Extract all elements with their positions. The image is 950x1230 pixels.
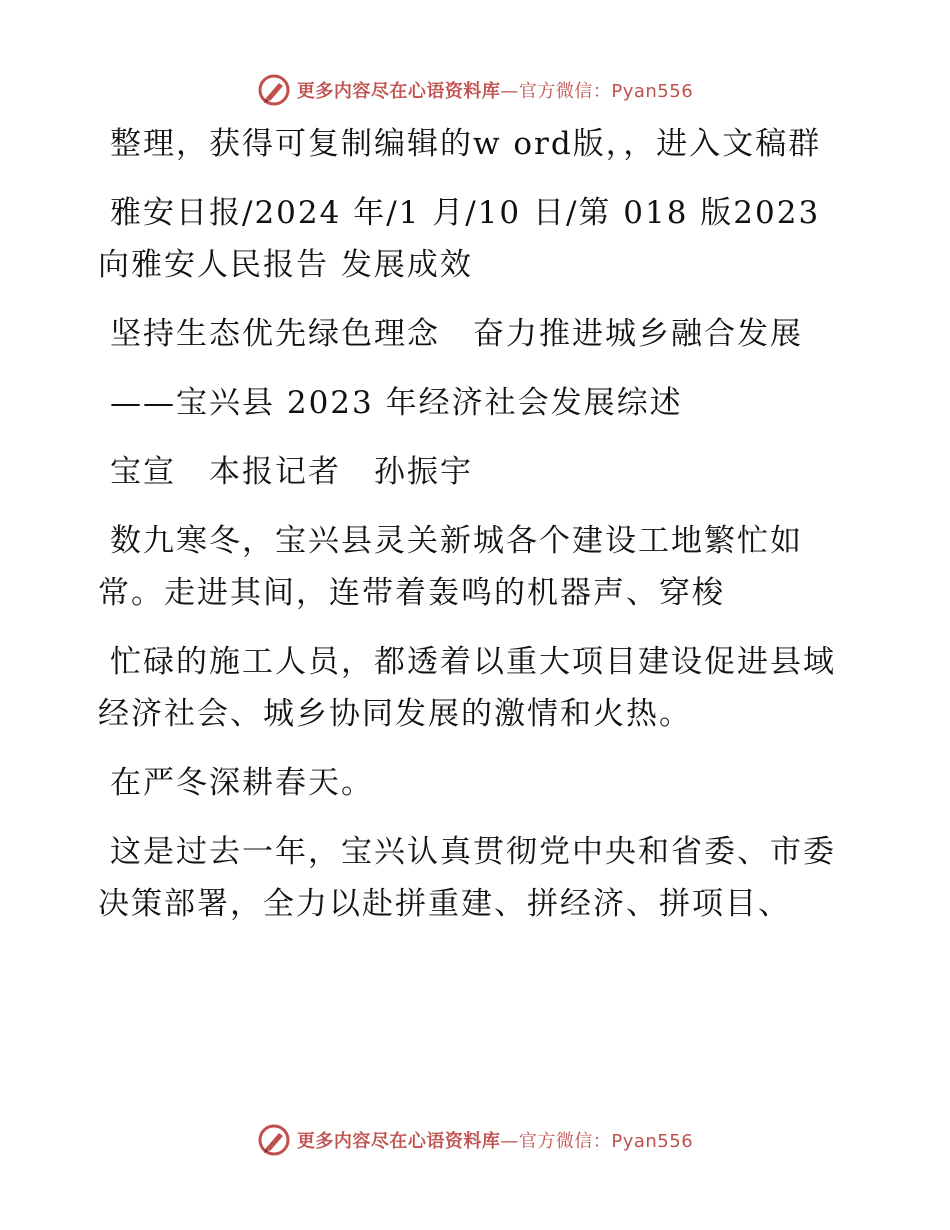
pen-logo-icon: [257, 1123, 291, 1157]
paragraph-1: 整理，获得可复制编辑的w ord版，，进入文稿群: [110, 126, 822, 162]
paragraph-3: 坚持生态优先绿色理念 奋力推进城乡融合发展: [110, 316, 803, 352]
header-banner-title: 更多内容尽在心语资料库: [296, 81, 501, 102]
document-body: [98, 118, 838, 947]
footer-banner-title: 更多内容尽在心语资料库: [296, 1131, 501, 1152]
footer-banner-separator: —: [500, 1131, 519, 1152]
footer-banner-wechat: 官方微信：Pyan556: [518, 1131, 694, 1152]
header-banner-wechat: 官方微信：Pyan556: [518, 81, 694, 102]
paragraph-5: 宝宣 本报记者 孙振宇: [110, 454, 473, 490]
header-banner-separator: —: [500, 81, 519, 102]
footer-banner: [0, 1120, 950, 1160]
paragraph-8: 在严冬深耕春天。: [110, 765, 374, 801]
footer-banner-inner: [257, 1123, 693, 1157]
paragraph-2: 雅安日报/2024 年/1 月/10 日/第 018 版2023 向雅安人民报告 发展成效: [98, 195, 821, 283]
header-banner: [0, 70, 950, 110]
header-banner-text: [297, 77, 693, 103]
footer-banner-text: [297, 1127, 693, 1153]
paragraph-7: 忙碌的施工人员，都透着以重大项目建设促进县域经济社会、城乡协同发展的激情和火热。: [98, 644, 836, 732]
paragraph-4: ——宝兴县 2023 年经济社会发展综述: [110, 385, 683, 421]
pen-logo-icon: [257, 73, 291, 107]
header-banner-inner: [257, 73, 693, 107]
paragraph-9: 这是过去一年，宝兴认真贯彻党中央和省委、市委决策部署，全力以赴拼重建、拼经济、拼项目、: [98, 834, 836, 922]
paragraph-6: 数九寒冬，宝兴县灵关新城各个建设工地繁忙如常。走进其间，连带着轰鸣的机器声、穿梭: [98, 523, 803, 611]
